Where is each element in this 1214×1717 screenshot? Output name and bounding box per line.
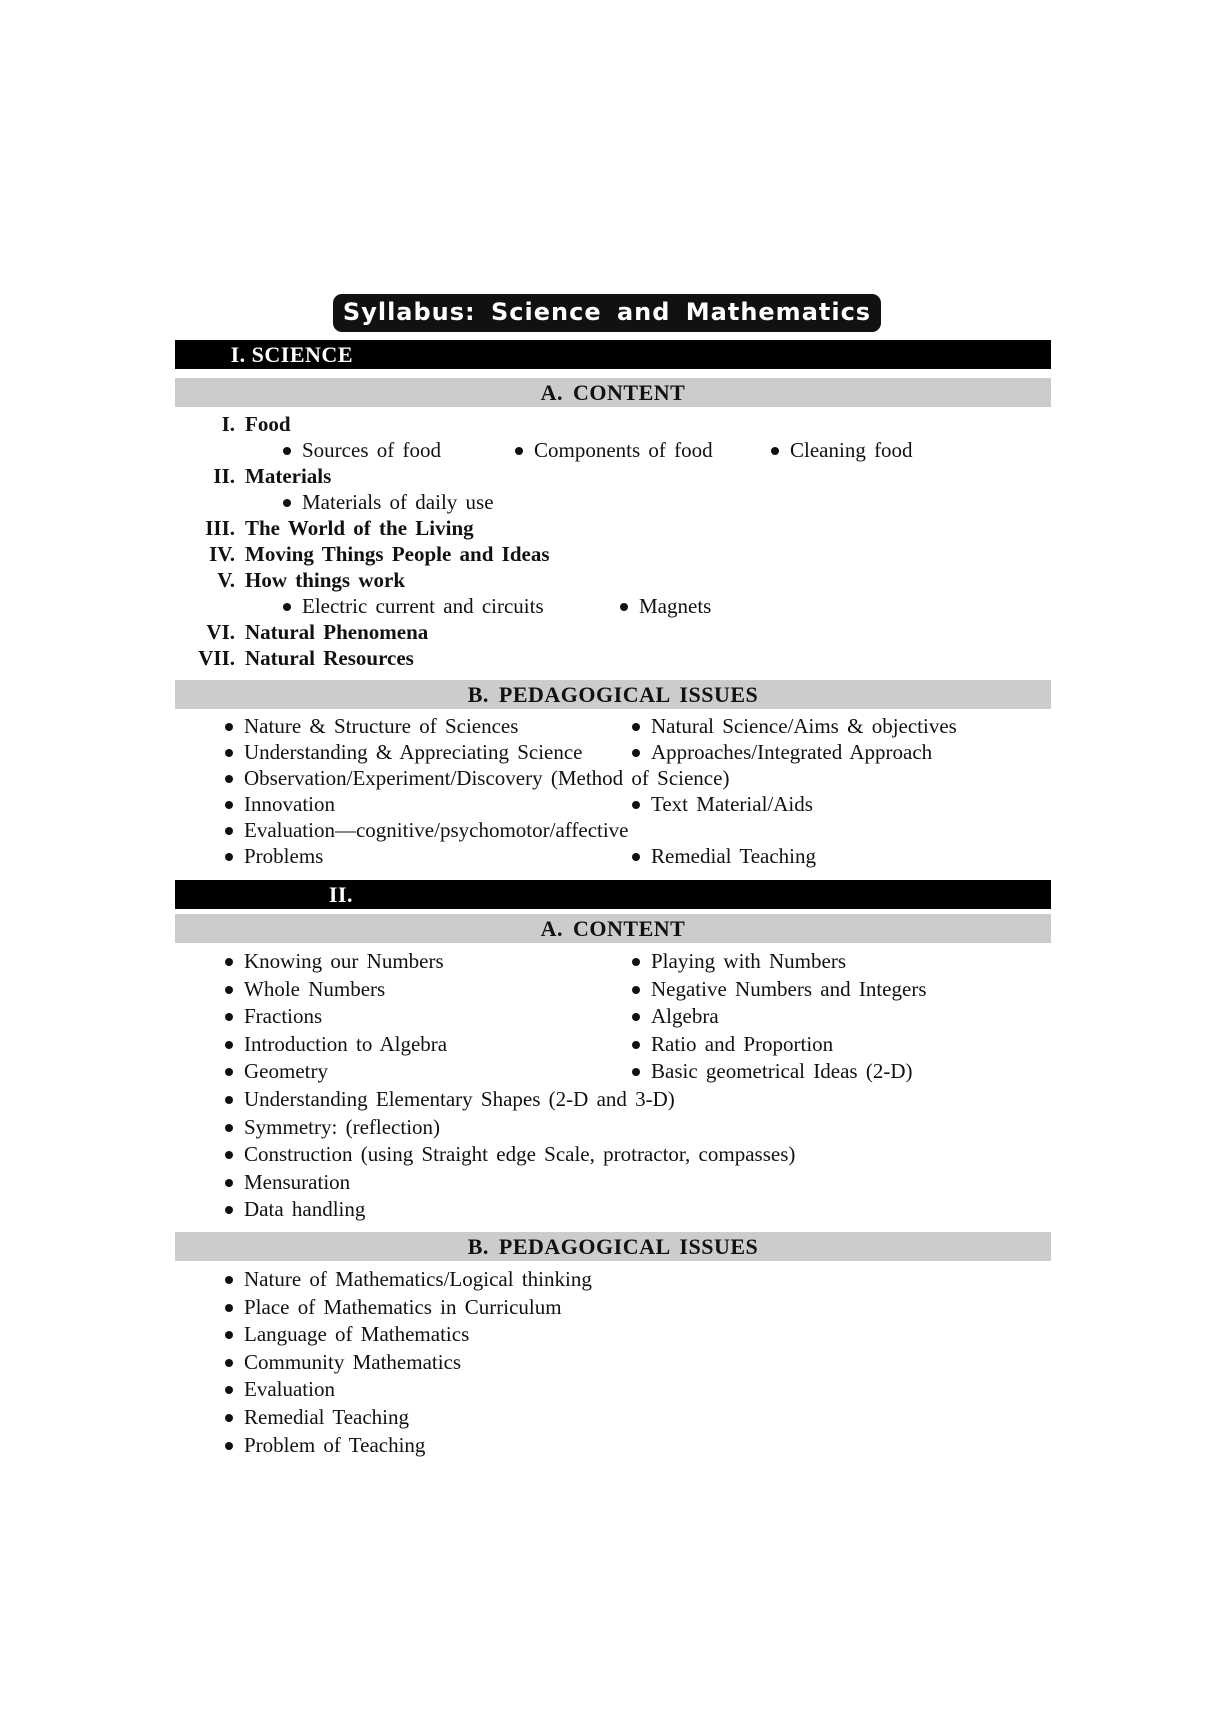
topic-number: IV. [209, 542, 235, 566]
list-item-text: Nature & Structure of Sciences [244, 714, 519, 738]
list-item-text: Fractions [244, 1004, 323, 1029]
bullet-icon [225, 1041, 233, 1049]
bullet-icon [632, 749, 640, 757]
list-item-text: Ratio and Proportion [651, 1031, 834, 1056]
list-item-text: Whole Numbers [244, 976, 386, 1001]
bullet-icon [515, 447, 523, 455]
list-item-text: Remedial Teaching [244, 1405, 410, 1429]
bullet-icon [225, 1206, 233, 1214]
page-title: Syllabus: Science and Mathematics [333, 294, 881, 332]
topic-label: The World of the Living [245, 516, 474, 540]
list-item-text: Sources of food [302, 438, 441, 462]
bullet-icon [225, 1304, 233, 1312]
science-header: I. SCIENCE [230, 342, 353, 367]
bullet-icon [225, 1331, 233, 1339]
list-item-text: Innovation [244, 792, 335, 816]
bullet-icon [225, 1096, 233, 1104]
bullet-icon [632, 1041, 640, 1049]
list-item-text: Language of Mathematics [244, 1322, 470, 1347]
list-item-text: Remedial Teaching [651, 844, 817, 868]
bullet-icon [225, 1414, 233, 1422]
list-item-text: Place of Mathematics in Curriculum [244, 1294, 562, 1319]
bullet-icon [283, 603, 291, 611]
topic-label: Natural Phenomena [245, 620, 429, 644]
topic-label: Food [245, 412, 291, 436]
list-item-text: Geometry [244, 1059, 328, 1084]
title-area [0, 294, 1214, 332]
list-item-text: Text Material/Aids [651, 792, 813, 816]
bullet-icon [771, 447, 779, 455]
bullet-icon [225, 986, 233, 994]
mathematics-pedagogy-header: B. PEDAGOGICAL ISSUES [175, 1232, 1051, 1261]
mathematics-header: II. [328, 882, 353, 907]
bullet-icon [632, 958, 640, 966]
bullet-icon [225, 723, 233, 731]
bullet-icon [632, 723, 640, 731]
bullet-icon [632, 986, 640, 994]
list-item-text: Data handling [244, 1197, 366, 1222]
list-item-text: Natural Science/Aims & objectives [651, 714, 957, 738]
list-item-text: Symmetry: (reflection) [244, 1114, 441, 1139]
bullet-icon [225, 958, 233, 966]
bullet-icon [225, 1068, 233, 1076]
science-header-bar [175, 340, 1051, 369]
topic-number: V. [217, 568, 235, 592]
topic-number: II. [213, 464, 235, 488]
bullet-icon [225, 749, 233, 757]
bullet-icon [225, 1359, 233, 1367]
list-item-text: Nature of Mathematics/Logical thinking [244, 1267, 592, 1291]
list-item-text: Playing with Numbers [651, 949, 846, 973]
mathematics-header-bar [175, 880, 1051, 909]
list-item-text: Evaluation—cognitive/psychomotor/affective [244, 818, 629, 842]
bullet-icon [225, 1013, 233, 1021]
bullet-icon [225, 1442, 233, 1450]
mathematics-content-header: A. CONTENT [175, 914, 1051, 943]
bullet-icon [225, 801, 233, 809]
list-item-text: Community Mathematics [244, 1349, 462, 1374]
bullet-icon [225, 775, 233, 783]
bullet-icon [225, 1151, 233, 1159]
list-item-text: Introduction to Algebra [244, 1031, 448, 1056]
list-item-text: Approaches/Integrated Approach [651, 740, 933, 764]
bullet-icon [283, 499, 291, 507]
topic-number: I. [221, 412, 235, 436]
list-item-text: Evaluation [244, 1377, 335, 1402]
list-item-text: Basic geometrical Ideas (2-D) [651, 1059, 913, 1084]
bullet-icon [225, 1179, 233, 1187]
list-item-text: Materials of daily use [302, 490, 494, 514]
list-item-text: Algebra [651, 1004, 719, 1029]
topic-number: VII. [198, 646, 235, 670]
topic-number: VI. [206, 620, 235, 644]
bullet-icon [632, 801, 640, 809]
bullet-icon [225, 1276, 233, 1284]
list-item-text: Knowing our Numbers [244, 949, 444, 973]
list-item-text: Magnets [639, 594, 712, 618]
list-item-text: Problem of Teaching [244, 1432, 426, 1457]
bullet-icon [632, 1068, 640, 1076]
topic-label: Moving Things People and Ideas [245, 542, 550, 566]
list-item-text: Cleaning food [790, 438, 913, 462]
bullet-icon [620, 603, 628, 611]
topic-label: Materials [245, 464, 332, 488]
list-item-text: Observation/Experiment/Discovery (Method of Science) [244, 766, 730, 790]
topic-label: Natural Resources [245, 646, 414, 670]
bullet-icon [225, 1386, 233, 1394]
bullet-icon [632, 1013, 640, 1021]
bullet-icon [225, 827, 233, 835]
bullet-icon [283, 447, 291, 455]
topic-number: III. [205, 516, 235, 540]
list-item-text: Understanding & Appreciating Science [244, 740, 583, 764]
list-item-text: Mensuration [244, 1169, 351, 1194]
list-item-text: Problems [244, 844, 324, 868]
topic-label: How things work [245, 568, 406, 592]
bullet-icon [632, 853, 640, 861]
science-pedagogy-header: B. PEDAGOGICAL ISSUES [175, 680, 1051, 709]
bullet-icon [225, 1124, 233, 1132]
list-item-text: Negative Numbers and Integers [651, 976, 927, 1001]
list-item-text: Components of food [534, 438, 713, 462]
list-item-text: Construction (using Straight edge Scale, protractor, compasses) [244, 1142, 796, 1167]
bullet-icon [225, 853, 233, 861]
list-item-text: Electric current and circuits [302, 594, 544, 618]
science-content-header: A. CONTENT [175, 378, 1051, 407]
list-item-text: Understanding Elementary Shapes (2-D and 3-D) [244, 1087, 675, 1111]
